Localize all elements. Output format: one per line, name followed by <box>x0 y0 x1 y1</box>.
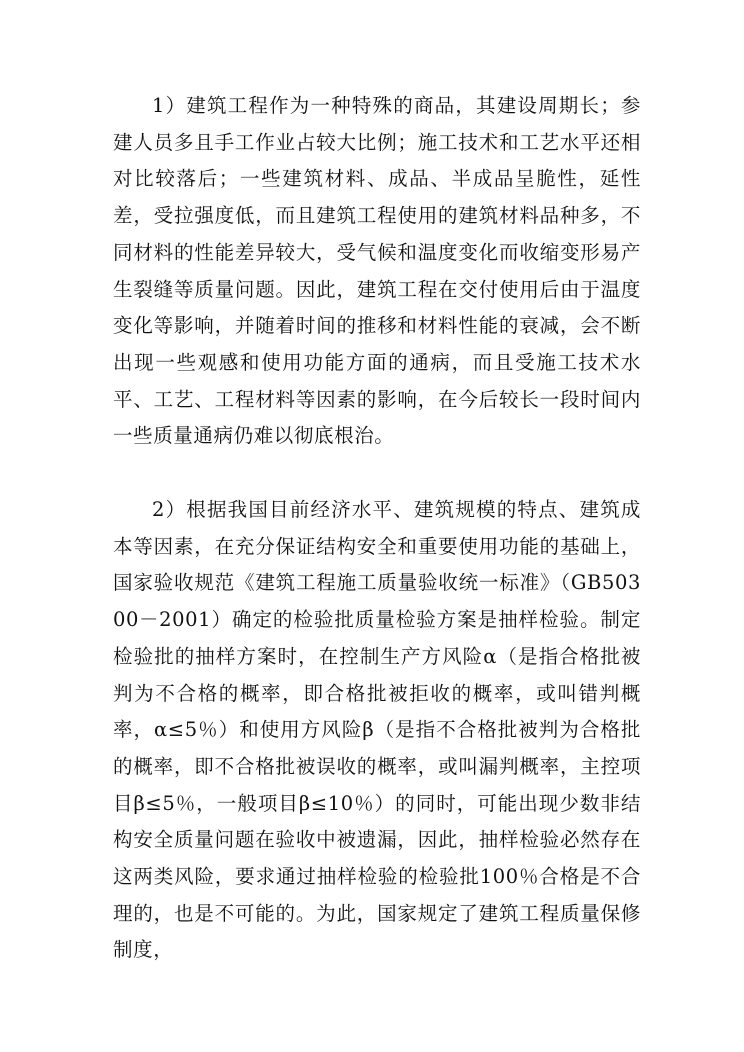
paragraph-text: 1）建筑工程作为一种特殊的商品，其建设周期长；参建人员多且手工作业占较大比例；施工技术和工艺水平还相对比较落后；一些建筑材料、成品、半成品呈脆性，延性差，受拉强度低，而且建筑工程使用的建筑材料品种多，不同材料的性能差异较大，受气候和温度变化而收缩变形易产生裂缝等质量问题。因此，建筑工程在交付使用后由于温度变化等影响，并随着时间的推移和材料性能的衰减，会不断出现一些观感和使用功能方面的通病，而且受施工技术水平、工艺、工程材料等因素的影响，在今后较长一段时间内一些质量通病仍难以彻底根治。 <box>113 94 641 448</box>
paragraph-text: 2）根据我国目前经济水平、建筑规模的特点、建筑成本等因素，在充分保证结构安全和重要使用功能的基础上，国家验收规范《建筑工程施工质量验收统一标准》（GB50300－2001）确定的检验批质量检验方案是抽样检验。制定检验批的抽样方案时，在控制生产方风险α（是指合格批被判为不合格的概率，即合格批被拒收的概率，或叫错判概率，α≤5％）和使用方风险β（是指不合格批被判为合格批的概率，即不合格批被误收的概率，或叫漏判概率，主控项目β≤5％，一般项目β≤10％）的同时，可能出现少数非结构安全质量问题在验收中被遗漏，因此，抽样检验必然存在这两类风险，要求通过抽样检验的检验批100％合格是不合理的，也是不可能的。为此，国家规定了建筑工程质量保修制度， <box>113 498 641 962</box>
document-paragraph-2 <box>113 492 641 969</box>
document-paragraph-1 <box>113 88 641 455</box>
